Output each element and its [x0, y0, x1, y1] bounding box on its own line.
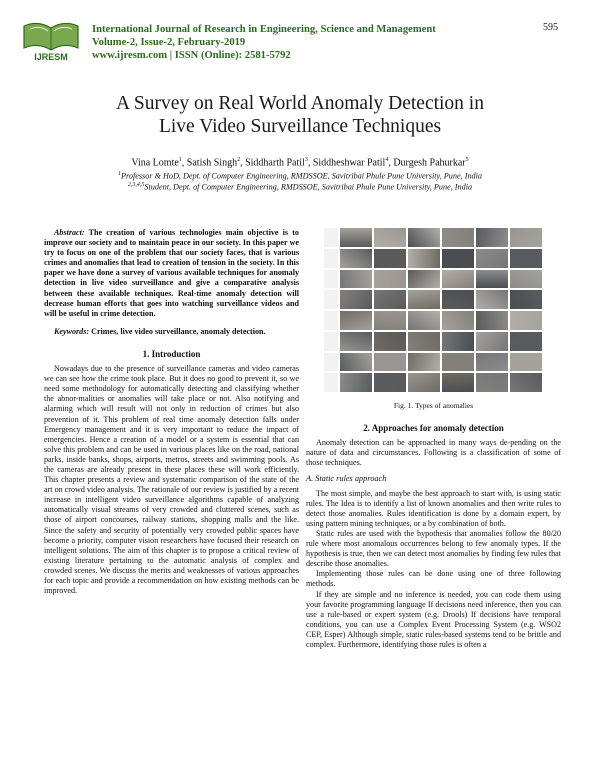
row-label	[324, 373, 338, 392]
author-sup: 3	[304, 157, 308, 163]
anomaly-thumbnail	[340, 290, 372, 309]
anomaly-thumbnail	[374, 311, 406, 330]
affiliation-1: $^1$Professor & HoD, Dept. of Computer Engineering, RMDSSOE, Savitribai Phule Pune University, Pune, India	[117, 171, 483, 181]
journal-volume: Volume-2, Issue-2, February-2019	[92, 37, 246, 48]
keywords-text: Crimes, live video surveillance, anomaly detection.	[91, 326, 266, 336]
anomaly-thumbnail	[442, 311, 474, 330]
author-name: Durgesh Pahurkar	[393, 157, 466, 169]
anomaly-thumbnail	[374, 373, 406, 392]
abstract-label: Abstract:	[54, 228, 85, 237]
anomaly-thumbnail	[374, 249, 406, 268]
anomaly-thumbnail	[476, 332, 508, 351]
author-name: Siddheshwar Patil	[312, 157, 386, 169]
static-rules-paragraph-1: The most simple, and maybe the best approach to start with, is using static rules. The Idea is to identify a list of known anomalies and then write rules to detect those anomalies. Rules identification is done by a domain expert, by using pattern mining techniques, or a by combination of both.	[306, 488, 561, 528]
anomaly-thumbnail	[476, 270, 508, 289]
anomaly-thumbnail	[340, 373, 372, 392]
anomaly-thumbnail	[476, 228, 508, 247]
row-label	[324, 332, 338, 351]
figure-caption: Fig. 1. Types of anomalies	[393, 401, 474, 410]
title-line-1: A Survey on Real World Anomaly Detection in	[116, 93, 484, 114]
anomaly-thumbnail	[340, 353, 372, 372]
row-label	[324, 311, 338, 330]
affiliation-2: $^{2,3,4,5}$Student, Dept. of Computer Engineering, RMDSSOE, Savitribai Phule Pune University, Pune, India	[127, 182, 473, 192]
anomaly-thumbnail	[510, 311, 542, 330]
static-rules-paragraph-2: Static rules are used with the hypothesis that anomalies follow the 80/20 rule where most anomalous occurrences belong to few anomaly types. If the hypothesis is true, then we can detect most anomalies by finding few rules that describe those anomalies.	[306, 528, 561, 569]
anomaly-thumbnail	[510, 249, 542, 268]
subsection-heading-static-rules: A. Static rules approach	[306, 474, 387, 484]
anomaly-thumbnail	[476, 353, 508, 372]
anomaly-thumbnail	[442, 332, 474, 351]
anomaly-thumbnail	[408, 228, 440, 247]
anomaly-thumbnail	[340, 270, 372, 289]
anomaly-thumbnail	[442, 353, 474, 372]
journal-header	[92, 23, 532, 62]
author-name: Vina Lomte	[131, 157, 179, 169]
right-column	[306, 228, 561, 650]
static-rules-paragraph-4: If they are simple and no inference is needed, you can code them using your favorite programming language If decisions need inference, then you can use a rule-based or expert system (e.g. Drools) If decisions have temporal conditions, you can use a Complex Event Processing System (e.g. WSO2 CEP, Esper) Although simple, static rules-based systems tend to be brittle and complex. Furthermore, identifying those rules is often a	[306, 589, 561, 649]
anomaly-thumbnail	[408, 249, 440, 268]
anomaly-thumbnail	[374, 290, 406, 309]
anomaly-thumbnail	[442, 270, 474, 289]
author-sup: 4	[385, 157, 389, 163]
anomaly-thumbnail	[510, 270, 542, 289]
abstract-text: The creation of various technologies main objective is to improve our society and to maintain peace in our society. In this paper we try to focus on one of the problem that our society faces, that is various crimes and anomalies that lead to creation of tension in the society. In this paper we have done a survey of various available techniques for anomaly detection in live video surveillance and give a comparative analysis between these available techniques. Real-time anomaly detection will decrease human efforts that goes into watching surveillance videos and will be useful in crime detection.	[44, 228, 299, 318]
anomaly-thumbnail	[476, 373, 508, 392]
row-label	[324, 290, 338, 309]
anomaly-thumbnail	[510, 353, 542, 372]
author-sup: 5	[465, 157, 469, 163]
anomaly-thumbnail	[374, 228, 406, 247]
anomaly-thumbnail	[442, 290, 474, 309]
journal-web-issn: www.ijresm.com | ISSN (Online): 2581-5792	[92, 50, 291, 61]
anomaly-thumbnail	[374, 332, 406, 351]
anomaly-thumbnail	[408, 332, 440, 351]
author-sup: 2	[237, 157, 241, 163]
anomaly-thumbnail	[374, 353, 406, 372]
journal-logo	[18, 20, 84, 64]
abstract	[44, 228, 299, 319]
anomaly-thumbnail	[510, 332, 542, 351]
anomaly-image-grid	[324, 228, 542, 392]
author-list: Vina Lomte$^1$, Satish Singh$^2$, Siddharth Patil$^3$, Siddheshwar Patil$^4$, Durgesh Pahurkar$^5$	[131, 157, 469, 169]
approaches-intro-paragraph: Anomaly detection can be approached in many ways de-pending on the nature of data and circumstances. Following is a classification of some of those techniques.	[306, 438, 561, 468]
anomaly-thumbnail	[476, 311, 508, 330]
page-number: 595	[543, 22, 558, 33]
author-name: Siddharth Patil	[245, 157, 305, 169]
title-line-2: Live Video Surveillance Techniques	[158, 116, 442, 137]
keywords	[44, 327, 299, 337]
section-heading-approaches: 2. Approaches for anomaly detection	[363, 423, 504, 434]
left-column	[44, 228, 299, 596]
static-rules-paragraph-3: Implementing those rules can be done using one of three following methods.	[306, 569, 561, 589]
anomaly-thumbnail	[476, 249, 508, 268]
author-sup: 1	[178, 157, 182, 163]
journal-name: International Journal of Research in Engineering, Science and Management	[92, 24, 436, 35]
logo-text: IJRESM	[34, 52, 68, 62]
anomaly-thumbnail	[374, 270, 406, 289]
row-label	[324, 249, 338, 268]
author-name: Satish Singh	[186, 157, 238, 169]
anomaly-thumbnail	[408, 270, 440, 289]
paper-title	[40, 92, 560, 138]
row-label	[324, 353, 338, 372]
anomaly-thumbnail	[340, 228, 372, 247]
anomaly-thumbnail	[510, 373, 542, 392]
anomaly-thumbnail	[442, 373, 474, 392]
anomaly-thumbnail	[442, 249, 474, 268]
anomaly-thumbnail	[408, 373, 440, 392]
anomaly-thumbnail	[340, 311, 372, 330]
anomaly-thumbnail	[510, 228, 542, 247]
row-label	[324, 270, 338, 289]
section-heading-introduction: 1. Introduction	[142, 348, 201, 359]
anomaly-thumbnail	[476, 290, 508, 309]
row-label	[324, 228, 338, 247]
figure-anomaly-types	[306, 228, 561, 398]
anomaly-thumbnail	[408, 290, 440, 309]
keywords-label: Keywords:	[54, 326, 90, 336]
introduction-paragraph: Nowadays due to the presence of surveillance cameras and video cameras we can see how the crime took place. But it does no good to prevent it, so we need some methodology for automatically detecting and classifying whether the abnor-malities or anomalies will take place or not. Also notifying and alarming which will result will not only in reduction of crimes but also prevention of it. This problem of real time anomaly detection falls under Emergency management and it is very important to reduce the impact of emergencies. Hence a creation of a model or a system is essential that can solve this problem and can be used in various places like on the road, national parks, inside banks, shops, airports, metros, streets and swimming pools. As the cameras are already present in these places these will work efficiently. This chapter presents a review and systematic comparison of the state of the art on crowd video analysis. The rationale of our review is justified by a recent increase in intelligent video surveillance algorithms capable of analyzing automatically visual streams of very crowded and cluttered scenes, such as those of airport concourses, railway stations, shopping malls and the like. Since the safety and security of potentially very crowded public spaces have become a priority, computer vision researchers have focused their research on intelligent solutions. The aim of this chapter is to propose a critical review of existing literature pertaining to the automatic analysis of complex and crowded scenes. We discuss the merits and weaknesses of various approaches for each topic and provide a recommendation on how existing methods can be improved.	[44, 364, 299, 596]
anomaly-thumbnail	[442, 228, 474, 247]
anomaly-thumbnail	[408, 353, 440, 372]
anomaly-thumbnail	[340, 332, 372, 351]
anomaly-thumbnail	[510, 290, 542, 309]
anomaly-thumbnail	[408, 311, 440, 330]
anomaly-thumbnail	[340, 249, 372, 268]
